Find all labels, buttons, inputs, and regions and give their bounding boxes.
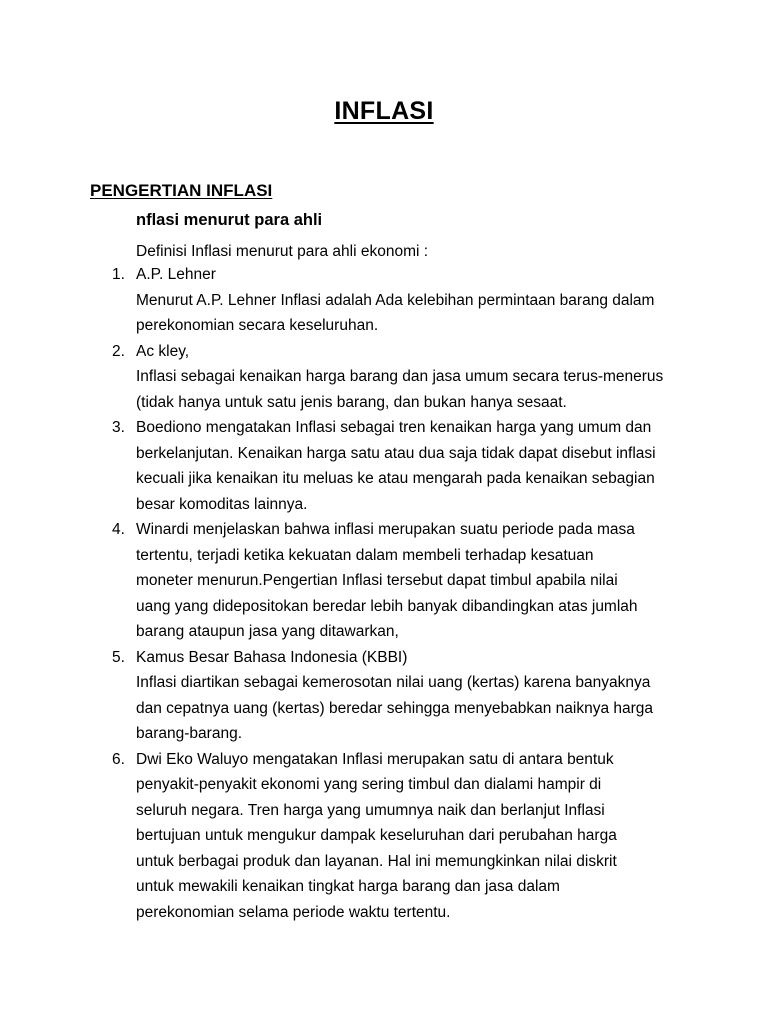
item-number: 4. xyxy=(112,521,125,538)
intro-text: Definisi Inflasi menurut para ahli ekonomi : xyxy=(136,243,429,260)
item-number: 6. xyxy=(112,750,125,768)
item-text-line: besar komoditas lainnya. xyxy=(136,495,308,513)
item-text-line: uang yang didepositokan beredar lebih banyak dibandingkan atas jumlah xyxy=(136,597,638,615)
definition-item xyxy=(0,415,681,517)
item-text-line: kecuali jika kenaikan itu meluas ke atau mengarah pada kenaikan sebagian xyxy=(136,470,655,487)
item-text-line: Inflasi diartikan sebagai kemerosotan nilai uang (kertas) karena banyaknya xyxy=(136,674,651,691)
item-number: 1. xyxy=(112,266,125,283)
item-text-line: Boediono mengatakan Inflasi sebagai tren kenaikan harga yang umum dan xyxy=(136,419,652,436)
item-text-line: A.P. Lehner xyxy=(136,266,216,283)
item-text-line: penyakit-penyakit ekonomi yang sering timbul dan dialami hampir di xyxy=(136,776,602,793)
item-text-line: Ac kley, xyxy=(136,342,190,360)
item-number: 2. xyxy=(112,342,125,360)
definition-item xyxy=(0,747,681,926)
item-text-line: perekonomian secara keseluruhan. xyxy=(136,317,379,334)
item-text-line: (tidak hanya untuk satu jenis barang, dan bukan hanya sesaat. xyxy=(136,393,567,411)
item-text-line: moneter menurun.Pengertian Inflasi tersebut dapat timbul apabila nilai xyxy=(136,572,618,589)
item-text-line: Inflasi sebagai kenaikan harga barang dan jasa umum secara terus-menerus xyxy=(136,368,664,385)
item-text-line: Dwi Eko Waluyo mengatakan Inflasi merupakan satu di antara bentuk xyxy=(136,750,614,768)
item-number: 5. xyxy=(112,648,125,666)
definition-item xyxy=(0,262,681,339)
item-text-line: Kamus Besar Bahasa Indonesia (KBBI) xyxy=(136,648,408,666)
item-text-line: bertujuan untuk mengukur dampak keseluruhan dari perubahan harga xyxy=(136,827,617,844)
item-text-line: Winardi menjelaskan bahwa inflasi merupakan suatu periode pada masa xyxy=(136,521,635,538)
definition-item xyxy=(0,339,681,416)
definition-item xyxy=(0,645,681,747)
item-text-line: barang-barang. xyxy=(136,725,242,742)
item-text-line: perekonomian selama periode waktu tertentu. xyxy=(136,903,451,921)
section-heading: PENGERTIAN INFLASI xyxy=(90,181,273,200)
item-text-line: barang ataupun jasa yang ditawarkan, xyxy=(136,623,399,640)
item-text-line: seluruh negara. Tren harga yang umumnya naik dan berlanjut Inflasi xyxy=(136,801,605,819)
definition-item xyxy=(0,517,681,645)
item-text-line: dan cepatnya uang (kertas) beredar sehingga menyebabkan naiknya harga xyxy=(136,699,654,717)
item-text-line: untuk mewakili kenaikan tingkat harga barang dan jasa dalam xyxy=(136,878,560,895)
item-text-line: berkelanjutan. Kenaikan harga satu atau dua saja tidak dapat disebut inflasi xyxy=(136,444,656,462)
sub-heading: nflasi menurut para ahli xyxy=(136,211,323,229)
item-text-line: tertentu, terjadi ketika kekuatan dalam membeli terhadap kesatuan xyxy=(136,546,594,564)
item-number: 3. xyxy=(112,419,125,436)
document-title: INFLASI xyxy=(334,97,434,125)
item-text-line: untuk berbagai produk dan layanan. Hal ini memungkinkan nilai diskrit xyxy=(136,852,617,870)
item-text-line: Menurut A.P. Lehner Inflasi adalah Ada kelebihan permintaan barang dalam xyxy=(136,291,655,309)
definition-list xyxy=(0,262,768,925)
